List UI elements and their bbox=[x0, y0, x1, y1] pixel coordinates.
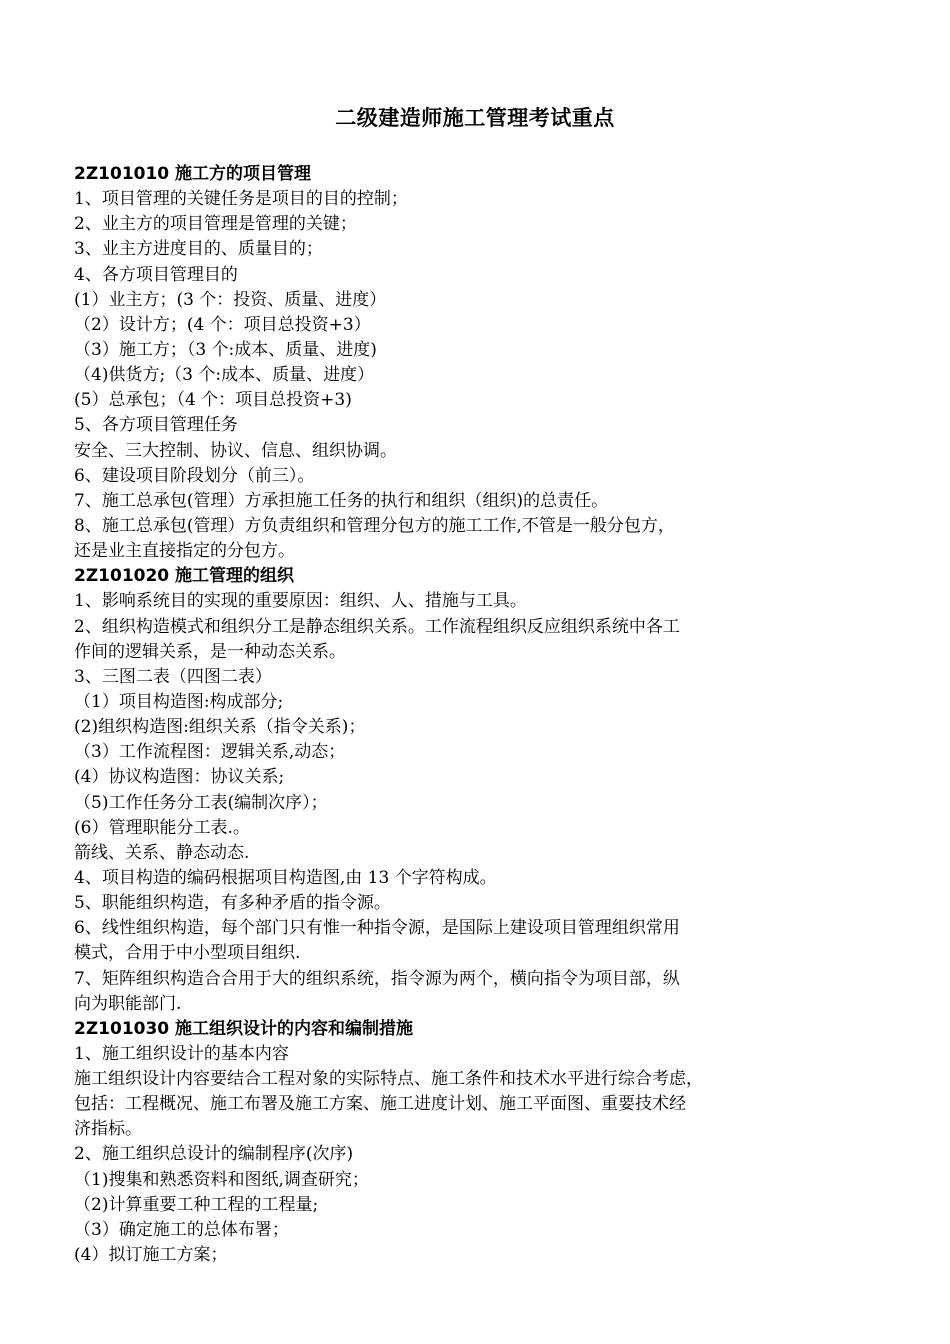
text-line: 5、各方项目管理任务 bbox=[74, 415, 238, 436]
text-line: (4）拟订施工方案； bbox=[74, 1245, 228, 1266]
text-line: 向为职能部门. bbox=[74, 993, 182, 1014]
text-line: 作间的逻辑关系，是一种动态关系。 bbox=[74, 641, 346, 662]
text-line: (4）协议构造图：协议关系; bbox=[74, 767, 285, 788]
text-line: 施工组织设计内容要结合工程对象的实际特点、施工条件和技术水平进行综合考虑， bbox=[74, 1069, 703, 1090]
text-line: 2、业主方的项目管理是管理的关键； bbox=[74, 214, 357, 235]
text-line: 1、影响系统目的实现的重要原因：组织、人、措施与工具。 bbox=[74, 591, 527, 612]
text-line: 模式，合用于中小型项目组织. bbox=[74, 943, 301, 964]
text-line: （2)计算重要工种工程的工程量; bbox=[74, 1194, 319, 1215]
section-heading: 2Z101030 施工组织设计的内容和编制措施 bbox=[74, 1018, 414, 1039]
text-line: (1）业主方；(3 个：投资、质量、进度） bbox=[74, 289, 387, 310]
text-line: 7、施工总承包(管理）方承担施工任务的执行和组织（组织)的总责任。 bbox=[74, 490, 609, 511]
text-line: （1)搜集和熟悉资料和图纸,调查研究； bbox=[74, 1169, 369, 1190]
text-line: 2、施工组织总设计的编制程序(次序) bbox=[74, 1144, 354, 1165]
document-title: 二级建造师施工管理考试重点 bbox=[335, 106, 615, 130]
text-line: 8、施工总承包(管理）方负责组织和管理分包方的施工工作,不管是一般分包方， bbox=[74, 515, 675, 536]
text-line: 安全、三大控制、协议、信息、组织协调。 bbox=[74, 440, 397, 461]
text-line: （2）设计方；(4 个：项目总投资+3） bbox=[74, 314, 371, 335]
text-line: 1、施工组织设计的基本内容 bbox=[74, 1043, 289, 1064]
text-line: （3）工作流程图：逻辑关系,动态； bbox=[74, 742, 346, 763]
section-heading: 2Z101010 施工方的项目管理 bbox=[74, 164, 312, 184]
text-line: （3）确定施工的总体布署； bbox=[74, 1219, 289, 1240]
text-line: （4)供货方;（3 个:成本、质量、进度） bbox=[74, 365, 375, 386]
text-line: 5、职能组织构造，有多种矛盾的指令源。 bbox=[74, 893, 391, 914]
text-line: 3、业主方进度目的、质量目的； bbox=[74, 239, 323, 260]
text-line: 7、矩阵组织构造合合用于大的组织系统，指令源为两个，横向指令为项目部，纵 bbox=[74, 968, 680, 989]
text-line: 济指标。 bbox=[74, 1119, 142, 1140]
text-line: 还是业主直接指定的分包方。 bbox=[74, 541, 295, 562]
text-line: (6）管理职能分工表.。 bbox=[74, 817, 250, 838]
document-body bbox=[74, 162, 904, 1268]
text-line: 3、三图二表（四图二表） bbox=[74, 666, 272, 687]
text-line: 箭线、关系、静态动态. bbox=[74, 842, 250, 863]
text-line: (2)组织构造图:组织关系（指令关系)； bbox=[74, 717, 366, 738]
text-line: 6、建设项目阶段划分（前三）。 bbox=[74, 465, 315, 486]
text-line: （5)工作任务分工表(编制次序）； bbox=[74, 792, 328, 813]
text-line: 1、项目管理的关键任务是项目的目的控制； bbox=[74, 189, 408, 210]
text-line: 2、组织构造模式和组织分工是静态组织关系。工作流程组织反应组织系统中各工 bbox=[74, 616, 680, 637]
text-line: (5）总承包；（4 个：项目总投资+3) bbox=[74, 390, 352, 411]
section-heading: 2Z101020 施工管理的组织 bbox=[74, 566, 295, 587]
text-line: 6、线性组织构造，每个部门只有惟一种指令源，是国际上建设项目管理组织常用 bbox=[74, 918, 680, 939]
text-line: 包括：工程概况、施工布署及施工方案、施工进度计划、施工平面图、重要技术经 bbox=[74, 1094, 686, 1115]
text-line: 4、项目构造的编码根据项目构造图,由 13 个字符构成。 bbox=[74, 867, 497, 888]
text-line: （1）项目构造图:构成部分; bbox=[74, 691, 284, 712]
text-line: 4、各方项目管理目的 bbox=[74, 264, 238, 285]
text-line: （3）施工方；（3 个:成本、质量、进度) bbox=[74, 339, 377, 360]
